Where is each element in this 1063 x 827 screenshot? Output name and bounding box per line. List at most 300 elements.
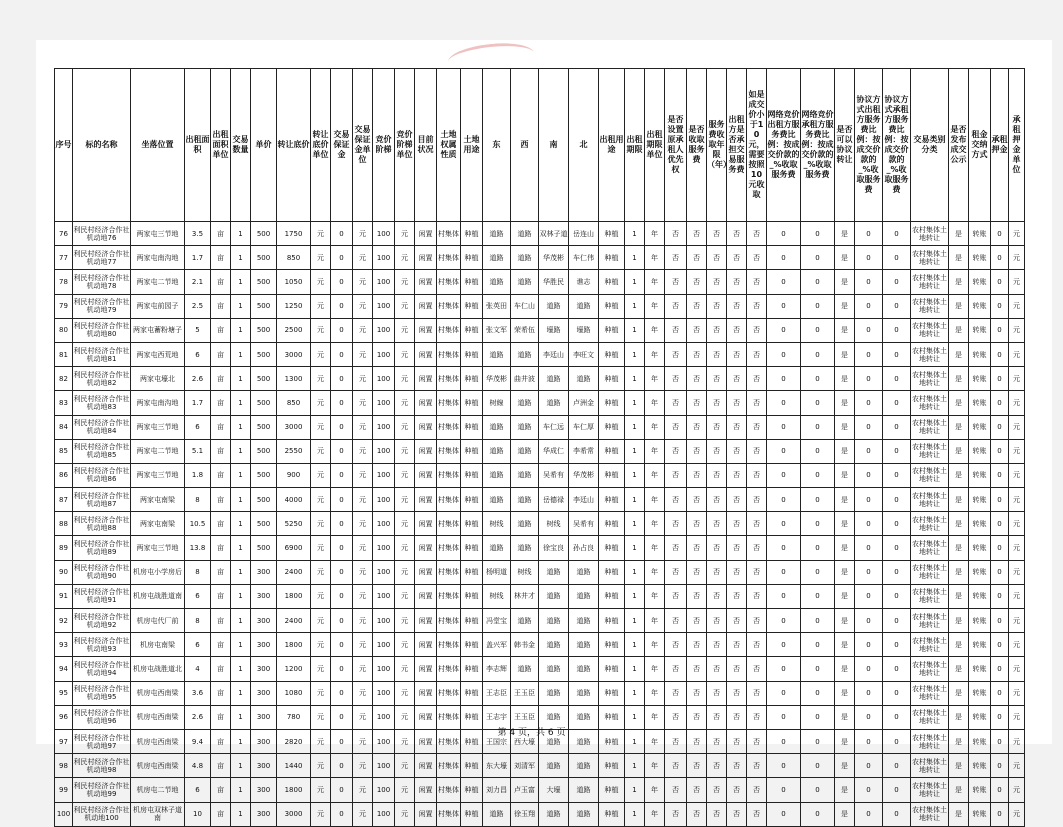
table-cell: 利民村经济合作社机动地88 [73, 512, 131, 536]
table-cell: 5 [185, 318, 211, 342]
table-cell: 村集体 [437, 367, 461, 391]
table-cell: 100 [373, 512, 395, 536]
table-cell: 0 [767, 512, 801, 536]
table-cell: 农村集体土地转让 [911, 754, 949, 778]
table-cell: 0 [767, 439, 801, 463]
table-cell: 0 [991, 439, 1009, 463]
table-cell: 双林子道 [539, 222, 569, 246]
table-cell: 闲置 [415, 439, 437, 463]
table-cell: 0 [767, 270, 801, 294]
table-cell: 道路 [511, 439, 539, 463]
table-cell: 是 [835, 391, 855, 415]
table-cell: 闲置 [415, 488, 437, 512]
column-header: 承租押金单位 [1009, 69, 1025, 222]
table-cell: 元 [1009, 609, 1025, 633]
table-cell: 否 [747, 415, 767, 439]
table-cell: 1 [625, 391, 645, 415]
table-cell: 树线 [483, 584, 511, 608]
table-cell: 300 [251, 609, 277, 633]
table-cell: 92 [55, 609, 73, 633]
table-cell: 6 [185, 342, 211, 366]
table-cell: 300 [251, 802, 277, 826]
table-cell: 0 [883, 681, 911, 705]
table-cell: 元 [1009, 222, 1025, 246]
table-cell: 3.6 [185, 681, 211, 705]
table-cell: 闲置 [415, 367, 437, 391]
table-cell: 是 [835, 609, 855, 633]
table-cell: 否 [665, 488, 687, 512]
table-cell: 年 [645, 729, 665, 753]
table-cell: 利民村经济合作社机动地96 [73, 705, 131, 729]
table-row [55, 657, 1025, 681]
table-cell: 否 [665, 657, 687, 681]
table-cell: 利民村经济合作社机动地91 [73, 584, 131, 608]
table-cell: 农村集体土地转让 [911, 342, 949, 366]
table-cell: 元 [311, 754, 331, 778]
table-cell: 两家屯二节地 [131, 270, 185, 294]
table-cell: 元 [1009, 367, 1025, 391]
table-cell: 元 [395, 729, 415, 753]
table-cell: 利民村经济合作社机动地98 [73, 754, 131, 778]
table-cell: 3000 [277, 802, 311, 826]
table-cell: 道路 [539, 802, 569, 826]
table-cell: 否 [707, 754, 727, 778]
table-cell: 闲置 [415, 415, 437, 439]
table-cell: 0 [801, 778, 835, 802]
table-cell: 道路 [511, 391, 539, 415]
table-cell: 0 [801, 754, 835, 778]
table-cell: 种植 [461, 584, 483, 608]
table-cell: 1.7 [185, 391, 211, 415]
table-cell: 0 [991, 657, 1009, 681]
table-cell: 0 [991, 367, 1009, 391]
table-cell: 100 [373, 754, 395, 778]
table-cell: 1800 [277, 633, 311, 657]
table-cell: 否 [665, 681, 687, 705]
table-cell: 曲井波 [511, 367, 539, 391]
table-cell: 1 [625, 488, 645, 512]
table-cell: 元 [353, 609, 373, 633]
table-cell: 机房屯西南梁 [131, 681, 185, 705]
table-cell: 元 [311, 488, 331, 512]
table-cell: 道路 [483, 415, 511, 439]
table-cell: 道路 [483, 488, 511, 512]
table-cell: 元 [395, 802, 415, 826]
table-cell: 村集体 [437, 609, 461, 633]
table-cell: 闲置 [415, 609, 437, 633]
table-cell: 闲置 [415, 705, 437, 729]
table-cell: 元 [395, 318, 415, 342]
table-cell: 0 [767, 342, 801, 366]
table-cell: 元 [311, 584, 331, 608]
table-cell: 5250 [277, 512, 311, 536]
table-cell: 1 [625, 246, 645, 270]
table-cell: 0 [767, 222, 801, 246]
table-cell: 闲置 [415, 729, 437, 753]
table-cell: 0 [855, 222, 883, 246]
table-cell: 年 [645, 439, 665, 463]
column-header: 是否设置原承租人优先权 [665, 69, 687, 222]
table-cell: 100 [373, 609, 395, 633]
table-cell: 两家屯蓄粉塘子 [131, 318, 185, 342]
table-cell: 谯志 [569, 270, 599, 294]
table-cell: 否 [747, 222, 767, 246]
table-cell: 农村集体土地转让 [911, 318, 949, 342]
table-cell: 元 [353, 270, 373, 294]
table-cell: 94 [55, 657, 73, 681]
table-cell: 否 [665, 463, 687, 487]
column-header: 交易数量 [231, 69, 251, 222]
table-cell: 0 [767, 584, 801, 608]
table-cell: 否 [747, 512, 767, 536]
table-cell: 转账 [969, 609, 991, 633]
table-row [55, 633, 1025, 657]
table-cell: 是 [835, 415, 855, 439]
table-cell: 元 [395, 415, 415, 439]
table-cell: 否 [747, 657, 767, 681]
table-cell: 1800 [277, 778, 311, 802]
table-cell: 否 [707, 657, 727, 681]
table-row [55, 584, 1025, 608]
table-cell: 100 [373, 294, 395, 318]
table-cell: 1050 [277, 270, 311, 294]
table-cell: 0 [883, 754, 911, 778]
table-cell: 0 [331, 439, 353, 463]
table-cell: 亩 [211, 681, 231, 705]
table-cell: 元 [1009, 439, 1025, 463]
table-cell: 1 [231, 342, 251, 366]
table-cell: 0 [991, 802, 1009, 826]
table-cell: 0 [883, 415, 911, 439]
table-cell: 年 [645, 609, 665, 633]
table-cell: 元 [395, 633, 415, 657]
table-cell: 0 [855, 657, 883, 681]
table-cell: 否 [727, 415, 747, 439]
table-cell: 3000 [277, 342, 311, 366]
table-cell: 否 [665, 584, 687, 608]
table-cell: 1 [625, 681, 645, 705]
table-cell: 是 [835, 584, 855, 608]
table-cell: 否 [687, 633, 707, 657]
table-cell: 元 [353, 729, 373, 753]
table-cell: 否 [707, 391, 727, 415]
table-cell: 否 [687, 681, 707, 705]
table-cell: 年 [645, 342, 665, 366]
table-cell: 两家屯壕北 [131, 367, 185, 391]
table-cell: 0 [883, 294, 911, 318]
table-cell: 道路 [511, 222, 539, 246]
table-cell: 道路 [569, 681, 599, 705]
column-header: 序号 [55, 69, 73, 222]
table-cell: 种植 [599, 342, 625, 366]
table-cell: 1 [625, 778, 645, 802]
table-cell: 是 [949, 681, 969, 705]
table-cell: 0 [855, 415, 883, 439]
table-cell: 闲置 [415, 463, 437, 487]
land-lease-table [54, 68, 1025, 827]
table-cell: 0 [767, 657, 801, 681]
table-cell: 元 [311, 778, 331, 802]
table-cell: 农村集体土地转让 [911, 294, 949, 318]
table-cell: 0 [801, 246, 835, 270]
table-cell: 否 [707, 802, 727, 826]
table-cell: 元 [1009, 729, 1025, 753]
table-cell: 亩 [211, 488, 231, 512]
table-cell: 0 [855, 609, 883, 633]
table-cell: 农村集体土地转让 [911, 802, 949, 826]
table-cell: 0 [991, 294, 1009, 318]
table-cell: 闲置 [415, 342, 437, 366]
table-cell: 转账 [969, 342, 991, 366]
table-cell: 是 [949, 342, 969, 366]
table-cell: 元 [353, 246, 373, 270]
table-cell: 元 [353, 367, 373, 391]
table-cell: 利民村经济合作社机动地83 [73, 391, 131, 415]
table-cell: 0 [331, 681, 353, 705]
table-cell: 闲置 [415, 778, 437, 802]
table-cell: 华胜民 [539, 270, 569, 294]
table-cell: 转账 [969, 536, 991, 560]
table-cell: 元 [395, 778, 415, 802]
table-row [55, 439, 1025, 463]
table-cell: 否 [747, 705, 767, 729]
table-cell: 李廷山 [569, 488, 599, 512]
table-cell: 否 [665, 415, 687, 439]
table-cell: 元 [311, 415, 331, 439]
column-header: 交易保证金 [331, 69, 353, 222]
table-cell: 0 [991, 536, 1009, 560]
table-cell: 种植 [599, 560, 625, 584]
table-cell: 100 [373, 463, 395, 487]
table-cell: 闲置 [415, 584, 437, 608]
table-cell: 年 [645, 246, 665, 270]
table-cell: 否 [665, 246, 687, 270]
table-cell: 0 [801, 270, 835, 294]
table-cell: 10.5 [185, 512, 211, 536]
table-cell: 否 [687, 609, 707, 633]
column-header: 标的名称 [73, 69, 131, 222]
table-cell: 1 [625, 560, 645, 584]
table-row [55, 802, 1025, 826]
column-header: 协议方式承租方服务费比例：按成交价款的_%收取服务费 [883, 69, 911, 222]
table-cell: 两家屯南沟地 [131, 391, 185, 415]
table-cell: 否 [727, 463, 747, 487]
table-cell: 1.8 [185, 463, 211, 487]
table-cell: 元 [353, 778, 373, 802]
table-cell: 年 [645, 367, 665, 391]
table-cell: 否 [665, 705, 687, 729]
table-cell: 种植 [599, 222, 625, 246]
table-cell: 元 [1009, 391, 1025, 415]
table-cell: 农村集体土地转让 [911, 463, 949, 487]
table-cell: 村集体 [437, 415, 461, 439]
table-cell: 农村集体土地转让 [911, 367, 949, 391]
table-cell: 否 [707, 778, 727, 802]
table-cell: 否 [687, 512, 707, 536]
table-cell: 5.1 [185, 439, 211, 463]
table-cell: 否 [687, 318, 707, 342]
table-cell: 元 [311, 270, 331, 294]
table-cell: 亩 [211, 633, 231, 657]
table-cell: 500 [251, 536, 277, 560]
table-cell: 元 [353, 802, 373, 826]
table-cell: 机房屯小学房后 [131, 560, 185, 584]
table-cell: 是 [949, 246, 969, 270]
table-cell: 0 [801, 294, 835, 318]
table-cell: 元 [395, 609, 415, 633]
table-cell: 900 [277, 463, 311, 487]
table-cell: 500 [251, 342, 277, 366]
table-cell: 村集体 [437, 488, 461, 512]
table-cell: 元 [1009, 318, 1025, 342]
table-cell: 0 [855, 754, 883, 778]
table-cell: 元 [311, 633, 331, 657]
table-cell: 转账 [969, 754, 991, 778]
table-cell: 否 [727, 512, 747, 536]
table-cell: 道路 [483, 536, 511, 560]
table-cell: 是 [835, 367, 855, 391]
table-cell: 亩 [211, 294, 231, 318]
column-header: 出租期限单位 [645, 69, 665, 222]
table-cell: 道路 [569, 802, 599, 826]
table-cell: 1 [625, 367, 645, 391]
table-row [55, 778, 1025, 802]
table-cell: 0 [855, 488, 883, 512]
table-cell: 82 [55, 367, 73, 391]
table-cell: 1 [231, 633, 251, 657]
table-cell: 0 [331, 367, 353, 391]
table-cell: 大壕 [539, 778, 569, 802]
table-cell: 种植 [461, 246, 483, 270]
table-cell: 0 [991, 270, 1009, 294]
table-cell: 0 [331, 488, 353, 512]
table-cell: 闲置 [415, 681, 437, 705]
table-cell: 0 [855, 439, 883, 463]
table-cell: 利民村经济合作社机动地93 [73, 633, 131, 657]
table-cell: 元 [1009, 342, 1025, 366]
table-cell: 吴希有 [539, 463, 569, 487]
table-cell: 8 [185, 560, 211, 584]
table-cell: 0 [883, 270, 911, 294]
table-cell: 机房屯战胜道南 [131, 584, 185, 608]
table-cell: 否 [707, 439, 727, 463]
table-cell: 100 [373, 439, 395, 463]
table-cell: 300 [251, 705, 277, 729]
table-cell: 种植 [461, 536, 483, 560]
table-cell: 元 [395, 536, 415, 560]
table-cell: 83 [55, 391, 73, 415]
table-cell: 0 [991, 609, 1009, 633]
table-cell: 壕路 [539, 318, 569, 342]
table-cell: 利民村经济合作社机动地99 [73, 778, 131, 802]
table-cell: 闲置 [415, 633, 437, 657]
table-cell: 是 [949, 512, 969, 536]
table-cell: 徐宝良 [539, 536, 569, 560]
table-cell: 3.5 [185, 222, 211, 246]
table-cell: 元 [353, 536, 373, 560]
table-cell: 0 [991, 463, 1009, 487]
table-cell: 0 [855, 560, 883, 584]
table-cell: 元 [395, 584, 415, 608]
table-cell: 道路 [483, 463, 511, 487]
table-cell: 100 [373, 657, 395, 681]
table-cell: 0 [883, 778, 911, 802]
table-cell: 0 [883, 367, 911, 391]
table-cell: 否 [665, 439, 687, 463]
table-cell: 0 [331, 294, 353, 318]
table-cell: 0 [855, 270, 883, 294]
table-cell: 农村集体土地转让 [911, 512, 949, 536]
table-cell: 王志臣 [483, 681, 511, 705]
table-cell: 元 [1009, 560, 1025, 584]
table-cell: 0 [767, 681, 801, 705]
table-cell: 元 [395, 222, 415, 246]
table-cell: 是 [949, 705, 969, 729]
table-cell: 97 [55, 729, 73, 753]
table-cell: 否 [727, 270, 747, 294]
table-cell: 是 [949, 778, 969, 802]
table-cell: 年 [645, 512, 665, 536]
table-cell: 元 [353, 705, 373, 729]
table-cell: 0 [883, 391, 911, 415]
table-cell: 道路 [539, 609, 569, 633]
table-cell: 0 [767, 536, 801, 560]
table-cell: 0 [801, 439, 835, 463]
table-cell: 否 [665, 270, 687, 294]
table-cell: 转账 [969, 560, 991, 584]
table-cell: 0 [991, 342, 1009, 366]
column-header: 竞价阶梯单位 [395, 69, 415, 222]
table-cell: 100 [373, 705, 395, 729]
table-cell: 利民村经济合作社机动地86 [73, 463, 131, 487]
table-cell: 是 [835, 657, 855, 681]
table-cell: 村集体 [437, 294, 461, 318]
table-cell: 种植 [461, 367, 483, 391]
table-cell: 转账 [969, 270, 991, 294]
table-cell: 年 [645, 294, 665, 318]
table-cell: 元 [311, 391, 331, 415]
table-cell: 1 [231, 729, 251, 753]
table-cell: 村集体 [437, 560, 461, 584]
table-cell: 1 [231, 536, 251, 560]
table-cell: 0 [883, 584, 911, 608]
table-cell: 500 [251, 367, 277, 391]
table-cell: 4 [185, 657, 211, 681]
column-header: 网络竞价出租方服务费比例：按成交价款的_%收取服务费 [767, 69, 801, 222]
table-cell: 否 [747, 294, 767, 318]
table-cell: 否 [707, 342, 727, 366]
table-cell: 亩 [211, 439, 231, 463]
table-cell: 元 [311, 705, 331, 729]
page-footer: 第 4 页，共 6 页 [497, 728, 566, 738]
table-cell: 村集体 [437, 705, 461, 729]
table-cell: 98 [55, 754, 73, 778]
table-cell: 0 [767, 729, 801, 753]
table-row [55, 270, 1025, 294]
table-cell: 种植 [461, 681, 483, 705]
table-cell: 元 [311, 342, 331, 366]
table-cell: 村集体 [437, 222, 461, 246]
table-cell: 0 [331, 318, 353, 342]
table-cell: 道路 [539, 584, 569, 608]
table-cell: 闲置 [415, 754, 437, 778]
table-cell: 两家屯三节地 [131, 463, 185, 487]
table-cell: 农村集体土地转让 [911, 560, 949, 584]
table-cell: 种植 [461, 415, 483, 439]
table-cell: 0 [991, 778, 1009, 802]
table-cell: 利民村经济合作社机动地87 [73, 488, 131, 512]
table-cell: 道路 [539, 633, 569, 657]
